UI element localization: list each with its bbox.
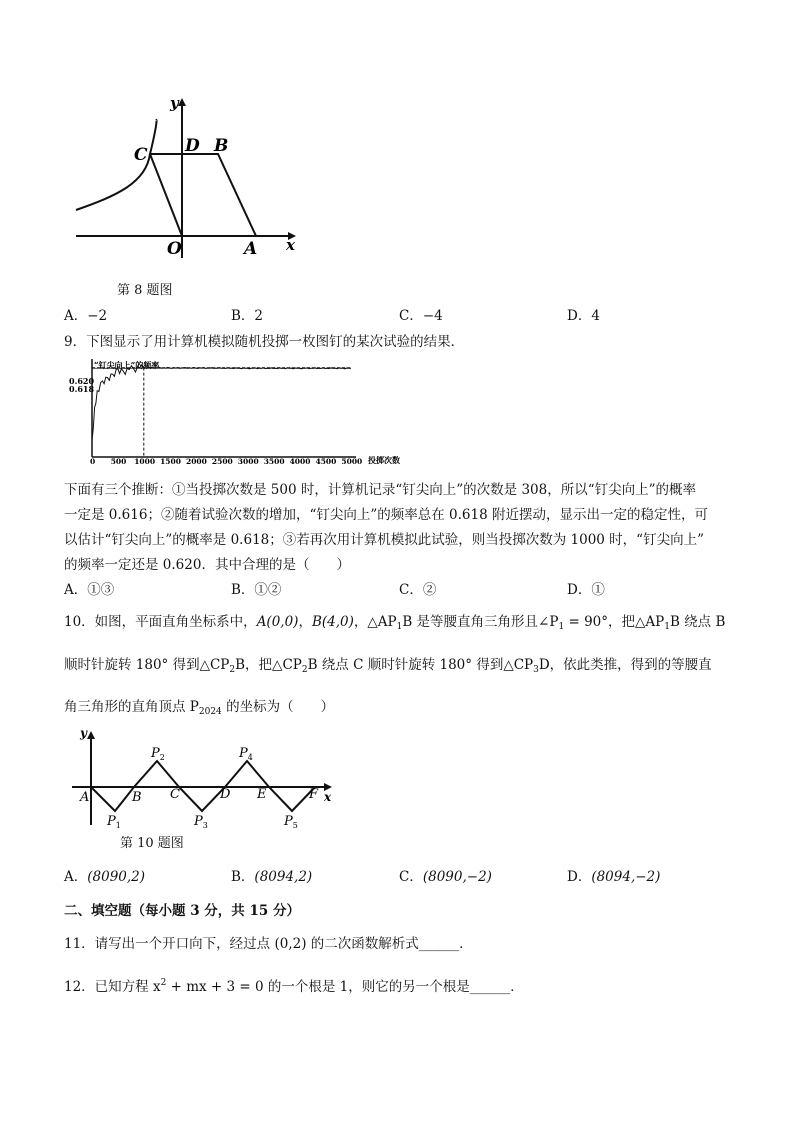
q10-text-line-2: 顺时针旋转 180° 得到$\triangle CP_2B$，把$\triangle CP_2B$ 绕点 C 顺时针旋转 180° 得到$\triangle CP_3D$，依此类推，得到的等腰直 xyxy=(64,657,712,675)
label-E: E xyxy=(257,787,267,802)
chart-series-group xyxy=(92,365,351,457)
q10-text-line-1: 10．如图，平面直角坐标系中，A(0,0)，B(4,0)，$\triangle AP_1B$ 是等腰直角三角形且$\angle P_1 = 90^\circ$，把$\triangle AP_1B$ 绕点 B xyxy=(64,614,726,632)
label-B: B xyxy=(214,136,229,156)
q8-option-c[interactable]: C．−4 xyxy=(399,308,443,324)
label-P2: $P_2$ xyxy=(151,746,165,762)
chart-xlabel: 投掷次数 xyxy=(368,455,400,465)
q10-option-b[interactable]: B．(8094,2) xyxy=(231,869,313,885)
label-O: O xyxy=(167,239,182,259)
q9-option-d[interactable]: D．① xyxy=(567,582,605,598)
label-C: C xyxy=(170,787,180,802)
label-C: C xyxy=(134,145,148,165)
q8-figure xyxy=(66,88,316,273)
label-F: F xyxy=(309,787,319,802)
q11-text: 11．请写出一个开口向下，经过点 (0,2) 的二次函数解析式______． xyxy=(64,936,473,952)
q9-option-a[interactable]: A．①③ xyxy=(64,582,115,598)
label-A: A xyxy=(244,239,258,259)
label-x: x xyxy=(324,790,332,804)
label-y: y xyxy=(170,94,179,112)
q9-text-line-4: 的频率一定还是 0.620．其中合理的是（ ） xyxy=(64,557,350,573)
xtick-label: 0 xyxy=(90,457,96,466)
q8-option-d[interactable]: D．4 xyxy=(567,308,600,324)
xtick-label: 2000 xyxy=(186,457,207,466)
q9-text-line-1: 下面有三个推断：①当投掷次数是 500 时，计算机记录“钉尖向上”的次数是 308，所以“钉尖向上”的概率 xyxy=(64,482,697,498)
label-D: D xyxy=(220,787,231,802)
parallelogram xyxy=(150,154,256,236)
chart-ylabel: “钉尖向上”的频率 xyxy=(94,360,160,370)
xtick-label: 2500 xyxy=(211,457,233,466)
q8-option-b[interactable]: B．2 xyxy=(231,308,264,324)
q9-text-line-3: 以估计“钉尖向上”的概率是 0.618；③若再次用计算机模拟此试验，则当投掷次数为 1000 时，“钉尖向上” xyxy=(64,532,704,548)
label-P3: $P_3$ xyxy=(194,814,208,830)
q10-option-a[interactable]: A．(8090,2) xyxy=(64,869,146,885)
xtick-label: 1500 xyxy=(160,457,181,466)
q9-option-b[interactable]: B．①② xyxy=(231,582,282,598)
label-B: B xyxy=(132,790,142,805)
label-P1: $P_1$ xyxy=(107,814,121,830)
ytick-0618: 0.618 xyxy=(69,384,95,394)
q9-option-c[interactable]: C．② xyxy=(399,582,437,598)
xtick-label: 4500 xyxy=(315,457,337,466)
xtick-label: 1000 xyxy=(134,457,156,466)
q9-frequency-chart xyxy=(66,355,416,467)
q10-text-line-3: 角三角形的直角顶点 $P_{2024}$ 的坐标为（ ） xyxy=(64,699,335,717)
q10-figure-caption: 第 10 题图 xyxy=(120,836,184,851)
label-P4: $P_4$ xyxy=(239,746,253,762)
q10-option-c[interactable]: C．(8090,−2) xyxy=(399,869,492,885)
section-2-title: 二、填空题（每小题 3 分，共 15 分） xyxy=(64,903,300,919)
label-A: A xyxy=(80,790,90,805)
xtick-label: 4000 xyxy=(289,457,311,466)
q8-figure-caption: 第 8 题图 xyxy=(117,283,173,298)
q8-option-a[interactable]: A．−2 xyxy=(64,308,108,324)
q10-option-d[interactable]: D．(8094,−2) xyxy=(567,869,661,885)
label-P5: $P_5$ xyxy=(284,814,298,830)
label-D: D xyxy=(185,136,200,156)
q10-figure xyxy=(66,725,346,833)
q9-text-line-2: 一定是 0.616；②随着试验次数的增加，“钉尖向上”的频率总在 0.618 附近摆动，显示出一定的稳定性，可 xyxy=(64,507,708,523)
xtick-label: 3500 xyxy=(263,457,285,466)
q12-text: 12．已知方程 $x^2$ + mx + 3 = 0 的一个根是 1，则它的另一个根是______． xyxy=(64,978,524,995)
xtick-label: 500 xyxy=(110,457,127,466)
label-y: y xyxy=(80,726,87,740)
ytick-0620: 0.620 xyxy=(69,376,95,386)
q9-stem: 9．下图显示了用计算机模拟随机投掷一枚图钉的某次试验的结果． xyxy=(64,334,465,350)
xtick-label: 5000 xyxy=(341,457,363,466)
chart-xticks-group xyxy=(90,457,362,466)
series-line xyxy=(92,365,351,441)
xtick-label: 3000 xyxy=(237,457,259,466)
label-x: x xyxy=(286,236,295,254)
